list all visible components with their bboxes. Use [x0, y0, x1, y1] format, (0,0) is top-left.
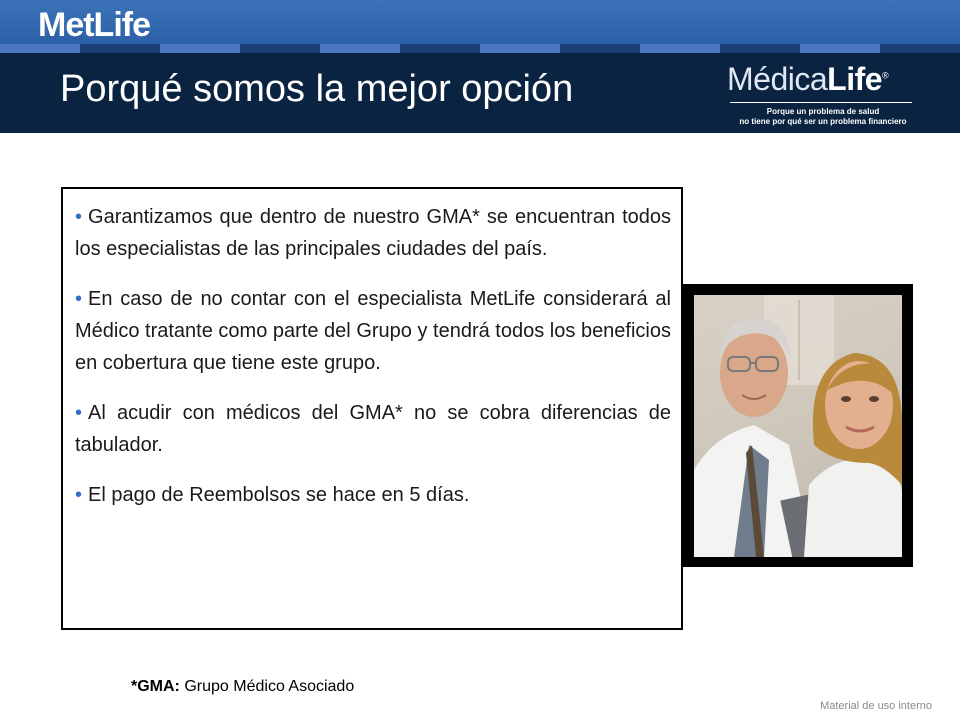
bullet-text: En caso de no contar con el especialista MetLife considerará al Médico tratante como parte del Grupo y tendrá todos los beneficios en cobertura que tiene este grupo.: [75, 288, 671, 374]
benefits-box: [61, 187, 683, 630]
bullet-text: Al acudir con médicos del GMA* no se cobra diferencias de tabulador.: [75, 402, 671, 456]
doctors-photo-frame: [683, 284, 913, 567]
bullet-item: [75, 479, 671, 511]
bullet-dot: •: [75, 402, 83, 424]
bullet-item: [75, 201, 671, 265]
page-title: Porqué somos la mejor opción: [60, 68, 574, 110]
medicalife-tagline: [728, 107, 918, 127]
doctors-photo: [694, 295, 902, 557]
medicalife-wordmark: [727, 61, 888, 98]
metlife-logo: MetLife: [38, 6, 150, 44]
doctors-illustration: [694, 295, 902, 557]
tagline-line-1: Porque un problema de salud: [766, 107, 880, 116]
bullet-dot: •: [75, 206, 83, 228]
internal-use-label: Material de uso interno: [820, 700, 932, 712]
wordmark-rule: [730, 102, 912, 103]
medicalife-logo: [700, 53, 930, 133]
bullet-text: El pago de Reembolsos se hace en 5 días.: [88, 484, 470, 506]
footnote-term: *GMA:: [131, 678, 180, 695]
header-stripe: [0, 44, 960, 53]
tagline-line-2: no tiene por qué ser un problema financiero: [739, 117, 907, 126]
bullet-text: Garantizamos que dentro de nuestro GMA* se encuentran todos los especialistas de las principales ciudades del país.: [75, 206, 671, 260]
bullet-item: [75, 397, 671, 461]
gma-footnote: [131, 678, 354, 696]
header-top-bar: [0, 0, 960, 48]
wordmark-part2: Life: [827, 61, 883, 97]
bullet-item: [75, 283, 671, 379]
wordmark-part1: Médica: [727, 61, 828, 97]
bullet-dot: •: [75, 484, 83, 506]
registered-mark: ®: [882, 70, 889, 81]
bullet-dot: •: [75, 288, 83, 310]
footnote-definition: Grupo Médico Asociado: [184, 678, 355, 695]
